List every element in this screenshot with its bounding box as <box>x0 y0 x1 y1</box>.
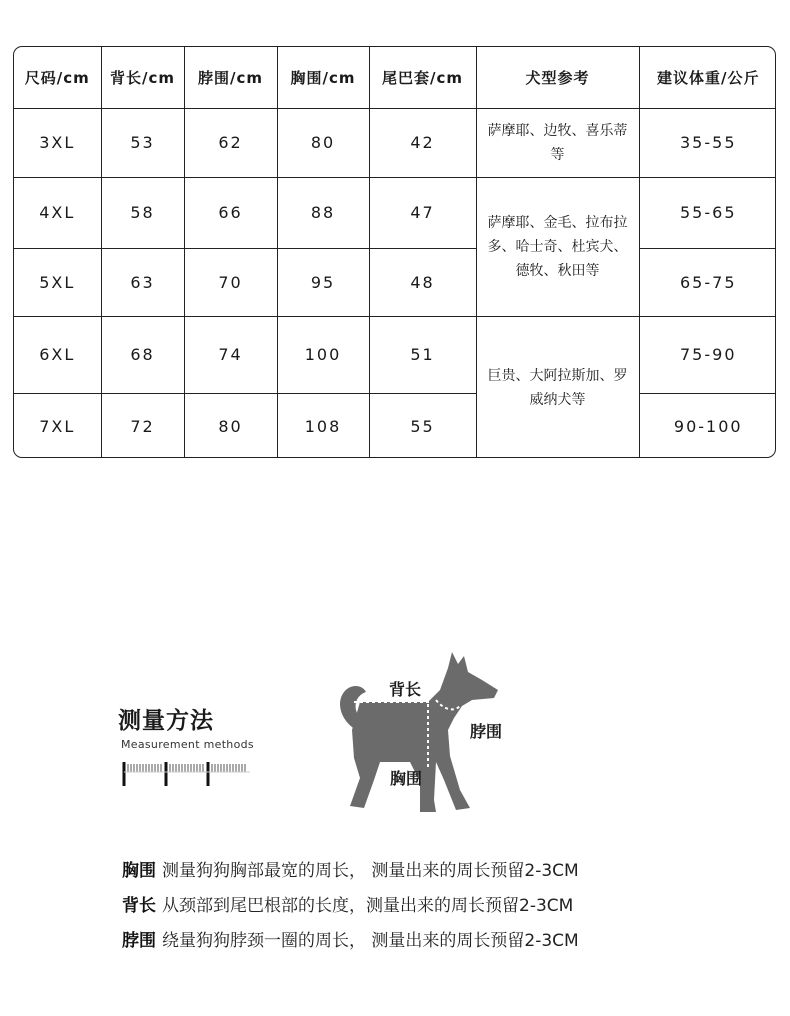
method-subtitle: Measurement methods <box>121 738 254 751</box>
cell-chest: 100 <box>277 316 369 393</box>
table-row <box>14 177 776 248</box>
measurement-notes <box>122 856 579 961</box>
size-chart-table <box>13 46 776 458</box>
cell-breed: 萨摩耶、边牧、喜乐蒂等 <box>476 108 639 177</box>
label-neck: 脖围 <box>470 722 503 741</box>
note-term: 脖围 <box>122 931 156 951</box>
cell-back: 53 <box>101 108 184 177</box>
cell-tail: 51 <box>369 316 476 393</box>
cell-size: 6XL <box>14 316 101 393</box>
cell-back: 72 <box>101 393 184 458</box>
cell-weight: 65-75 <box>639 248 776 316</box>
cell-chest: 80 <box>277 108 369 177</box>
header-chest: 胸围/cm <box>277 47 369 108</box>
cell-tail: 42 <box>369 108 476 177</box>
header-neck: 脖围/cm <box>184 47 277 108</box>
cell-weight: 90-100 <box>639 393 776 458</box>
note-row <box>122 856 579 891</box>
header-size: 尺码/cm <box>14 47 101 108</box>
cell-neck: 62 <box>184 108 277 177</box>
cell-breed: 巨贵、大阿拉斯加、罗威纳犬等 <box>476 316 639 458</box>
cell-neck: 80 <box>184 393 277 458</box>
header-back-length: 背长/cm <box>101 47 184 108</box>
cell-back: 58 <box>101 177 184 248</box>
table-row <box>14 248 776 316</box>
cell-neck: 66 <box>184 177 277 248</box>
table-header-row <box>14 47 776 108</box>
note-row <box>122 891 579 926</box>
cell-weight: 55-65 <box>639 177 776 248</box>
cell-chest: 88 <box>277 177 369 248</box>
cell-breed: 萨摩耶、金毛、拉布拉多、哈士奇、杜宾犬、德牧、秋田等 <box>476 177 639 316</box>
note-row <box>122 926 579 961</box>
cell-neck: 74 <box>184 316 277 393</box>
label-chest: 胸围 <box>390 769 423 788</box>
header-weight: 建议体重/公斤 <box>639 47 776 108</box>
cell-tail: 55 <box>369 393 476 458</box>
ruler-icon <box>122 762 252 788</box>
cell-back: 63 <box>101 248 184 316</box>
note-text: 从颈部到尾巴根部的长度，测量出来的周长预留2-3CM <box>162 896 574 916</box>
cell-chest: 95 <box>277 248 369 316</box>
note-text: 绕量狗狗脖颈一圈的周长， 测量出来的周长预留2-3CM <box>162 931 579 951</box>
cell-weight: 75-90 <box>639 316 776 393</box>
cell-chest: 108 <box>277 393 369 458</box>
label-back-length: 背长 <box>389 680 422 699</box>
header-breed: 犬型参考 <box>476 47 639 108</box>
method-title: 测量方法 <box>118 708 214 734</box>
cell-size: 3XL <box>14 108 101 177</box>
cell-tail: 48 <box>369 248 476 316</box>
cell-weight: 35-55 <box>639 108 776 177</box>
cell-size: 7XL <box>14 393 101 458</box>
note-term: 胸围 <box>122 861 156 881</box>
note-term: 背长 <box>122 896 156 916</box>
header-tail: 尾巴套/cm <box>369 47 476 108</box>
cell-size: 5XL <box>14 248 101 316</box>
table-row <box>14 393 776 458</box>
table-row <box>14 316 776 393</box>
cell-neck: 70 <box>184 248 277 316</box>
cell-back: 68 <box>101 316 184 393</box>
cell-tail: 47 <box>369 177 476 248</box>
note-text: 测量狗狗胸部最宽的周长， 测量出来的周长预留2-3CM <box>162 861 579 881</box>
cell-size: 4XL <box>14 177 101 248</box>
table-row <box>14 108 776 177</box>
